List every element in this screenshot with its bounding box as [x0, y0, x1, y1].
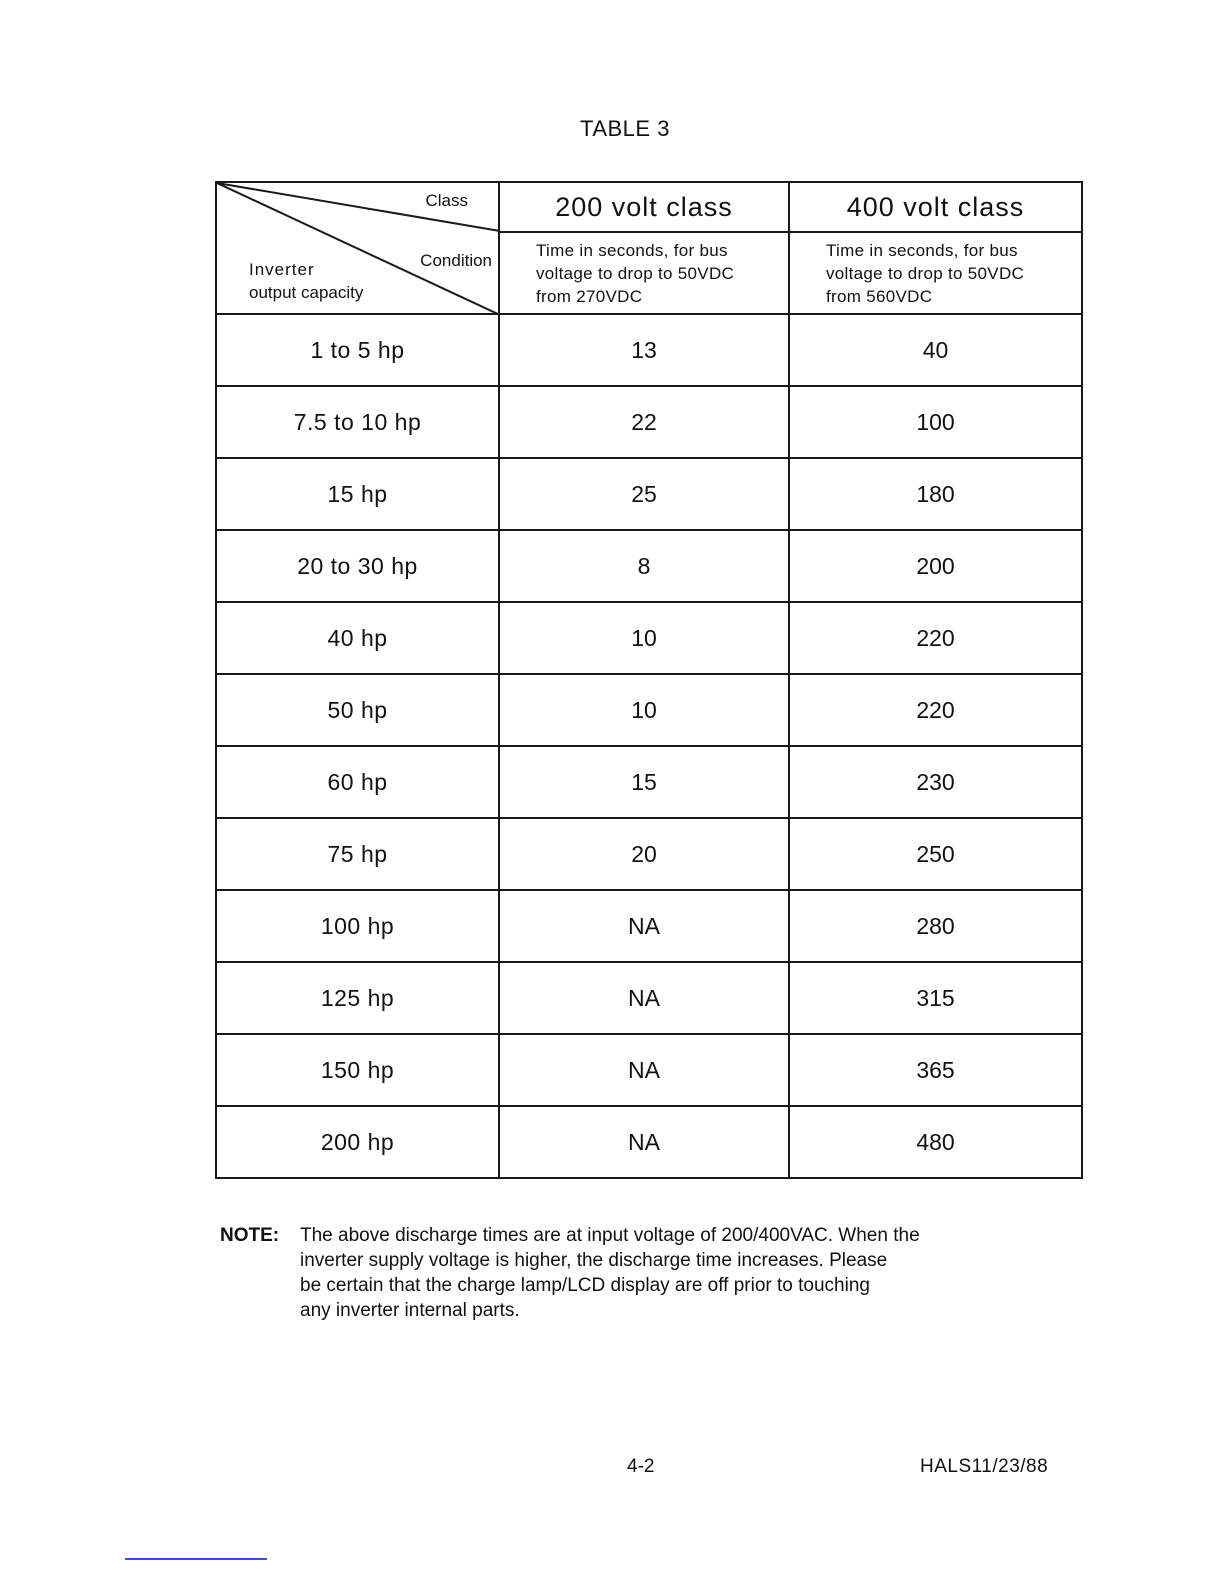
table-row [216, 458, 1082, 530]
capacity-cell: 150 hp [216, 1034, 499, 1106]
value-200v-cell: NA [499, 962, 789, 1034]
column-subheading-200v [499, 232, 789, 314]
table-row [216, 1034, 1082, 1106]
corner-class-label: Class [425, 191, 468, 210]
bottom-rule-line [125, 1558, 267, 1560]
column-subheading-400v [789, 232, 1082, 314]
capacity-cell: 1 to 5 hp [216, 314, 499, 386]
value-200v-cell: 10 [499, 602, 789, 674]
header-row-class [216, 182, 1082, 232]
note-line: be certain that the charge lamp/LCD display are off prior to touching [300, 1275, 870, 1296]
document-code: HALS11/23/88 [920, 1456, 1049, 1477]
table-row [216, 890, 1082, 962]
capacity-cell: 60 hp [216, 746, 499, 818]
capacity-cell: 15 hp [216, 458, 499, 530]
value-400v-cell: 220 [789, 674, 1082, 746]
table-body [216, 314, 1082, 1178]
value-200v-cell: NA [499, 1034, 789, 1106]
column-heading-200v: 200 volt class [499, 182, 789, 232]
value-200v-cell: 25 [499, 458, 789, 530]
capacity-cell: 20 to 30 hp [216, 530, 499, 602]
note-line: The above discharge times are at input voltage of 200/400VAC. When the [300, 1225, 920, 1246]
subheading-line: Time in seconds, for bus [826, 240, 1018, 260]
page-number: 4-2 [627, 1456, 655, 1477]
subheading-line: voltage to drop to 50VDC [536, 263, 735, 283]
value-400v-cell: 200 [789, 530, 1082, 602]
value-400v-cell: 220 [789, 602, 1082, 674]
note-line: inverter supply voltage is higher, the discharge time increases. Please [300, 1250, 888, 1271]
value-400v-cell: 180 [789, 458, 1082, 530]
value-200v-cell: NA [499, 890, 789, 962]
subheading-line: from 560VDC [826, 286, 933, 306]
value-400v-cell: 280 [789, 890, 1082, 962]
value-200v-cell: NA [499, 1106, 789, 1178]
discharge-time-table [215, 181, 1083, 1179]
note-line: any inverter internal parts. [300, 1300, 520, 1321]
capacity-cell: 40 hp [216, 602, 499, 674]
subheading-line: Time in seconds, for bus [536, 240, 728, 260]
table-row [216, 1106, 1082, 1178]
subheading-line: voltage to drop to 50VDC [826, 263, 1025, 283]
corner-capacity-label: output capacity [249, 283, 364, 302]
note-text [300, 1223, 1000, 1323]
capacity-cell: 75 hp [216, 818, 499, 890]
capacity-cell: 50 hp [216, 674, 499, 746]
capacity-cell: 125 hp [216, 962, 499, 1034]
value-200v-cell: 8 [499, 530, 789, 602]
subheading-line: from 270VDC [536, 286, 643, 306]
value-400v-cell: 250 [789, 818, 1082, 890]
value-400v-cell: 480 [789, 1106, 1082, 1178]
table-row [216, 962, 1082, 1034]
corner-header-cell [216, 182, 499, 314]
capacity-cell: 200 hp [216, 1106, 499, 1178]
capacity-cell: 7.5 to 10 hp [216, 386, 499, 458]
value-200v-cell: 22 [499, 386, 789, 458]
value-200v-cell: 15 [499, 746, 789, 818]
table-row [216, 674, 1082, 746]
corner-condition-label: Condition [420, 251, 492, 270]
value-200v-cell: 20 [499, 818, 789, 890]
value-400v-cell: 365 [789, 1034, 1082, 1106]
corner-inverter-label: Inverter [249, 260, 315, 279]
table-row [216, 314, 1082, 386]
table-title: TABLE 3 [580, 116, 670, 141]
table-row [216, 386, 1082, 458]
value-200v-cell: 13 [499, 314, 789, 386]
value-200v-cell: 10 [499, 674, 789, 746]
table-row [216, 602, 1082, 674]
value-400v-cell: 315 [789, 962, 1082, 1034]
value-400v-cell: 230 [789, 746, 1082, 818]
table-row [216, 818, 1082, 890]
capacity-cell: 100 hp [216, 890, 499, 962]
note-label: NOTE: [220, 1225, 280, 1246]
value-400v-cell: 40 [789, 314, 1082, 386]
column-heading-400v: 400 volt class [789, 182, 1082, 232]
table-row [216, 530, 1082, 602]
value-400v-cell: 100 [789, 386, 1082, 458]
table-row [216, 746, 1082, 818]
